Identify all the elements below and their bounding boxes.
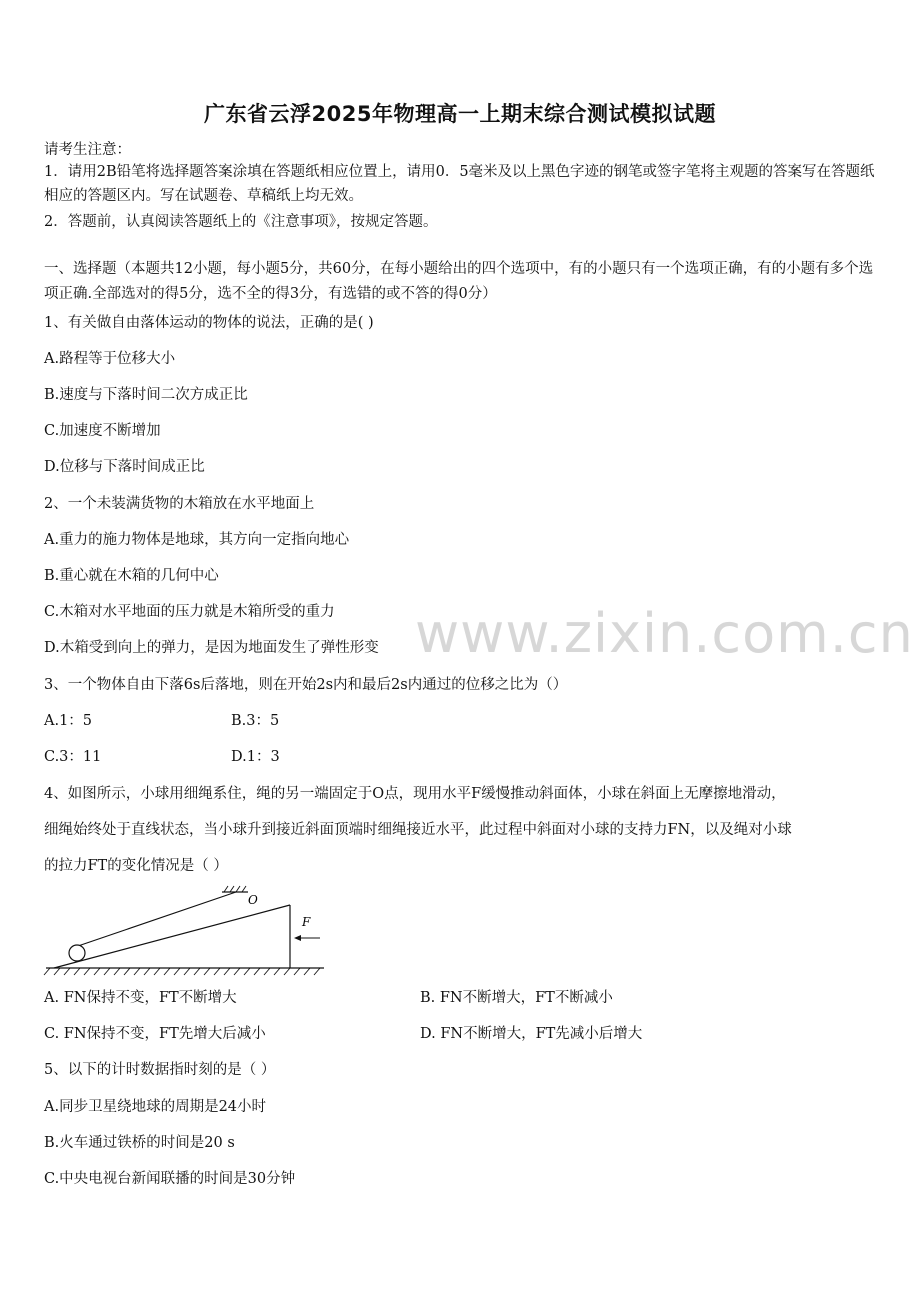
- notice-item-2: 2．答题前，认真阅读答题纸上的《注意事项》，按规定答题。: [44, 214, 438, 230]
- q5-option-c: C.中央电视台新闻联播的时间是30分钟: [44, 1171, 296, 1187]
- q2-option-b: B.重心就在木箱的几何中心: [44, 568, 219, 584]
- q1-option-c: C.加速度不断增加: [44, 423, 161, 439]
- q5-stem: 5、以下的计时数据指时刻的是（ ）: [44, 1062, 276, 1078]
- q4-figure: [40, 880, 330, 980]
- watermark: www.zixin.com.cn: [415, 602, 914, 665]
- section-heading: 一、选择题（本题共12小题，每小题5分，共60分，在每小题给出的四个选项中，有的小题只有一个选项正确，有的小题有多个选项正确.全部选对的得5分，选不全的得3分，有选错的或不答的得0分）: [44, 261, 874, 302]
- q3-option-b: B.3：5: [231, 713, 280, 729]
- q3-option-d: D.1：3: [231, 749, 280, 765]
- q4-option-a: A. FN保持不变，FT不断增大: [44, 990, 237, 1006]
- figure-label-o: O: [248, 893, 258, 907]
- q4-stem-line-2: 细绳始终处于直线状态，当小球升到接近斜面顶端时细绳接近水平，此过程中斜面对小球的支持力FN，以及绳对小球: [44, 822, 792, 838]
- q1-option-a: A.路程等于位移大小: [44, 351, 176, 367]
- q2-option-d: D.木箱受到向上的弹力，是因为地面发生了弹性形变: [44, 640, 379, 656]
- q4-stem-line-1: 4、如图所示，小球用细绳系住，绳的另一端固定于O点，现用水平F缓慢推动斜面体，小球在斜面上无摩擦地滑动，: [44, 786, 786, 802]
- q4-stem-line-3: 的拉力FT的变化情况是（ ）: [44, 858, 228, 874]
- q4-option-d: D. FN不断增大，FT先减小后增大: [420, 1026, 643, 1042]
- q2-stem: 2、一个未装满货物的木箱放在水平地面上: [44, 496, 315, 512]
- page-title: 广东省云浮2025年物理高一上期末综合测试模拟试题: [204, 102, 716, 126]
- q2-option-a: A.重力的施力物体是地球，其方向一定指向地心: [44, 532, 350, 548]
- q4-option-c: C. FN保持不变，FT先增大后减小: [44, 1026, 266, 1042]
- q3-stem: 3、一个物体自由下落6s后落地，则在开始2s内和最后2s内通过的位移之比为（）: [44, 677, 568, 693]
- q4-option-b: B. FN不断增大，FT不断减小: [420, 990, 613, 1006]
- q1-option-b: B.速度与下落时间二次方成正比: [44, 387, 248, 403]
- q5-option-b: B.火车通过铁桥的时间是20 s: [44, 1135, 235, 1151]
- figure-label-f: F: [302, 915, 311, 929]
- q5-option-a: A.同步卫星绕地球的周期是24小时: [44, 1099, 267, 1115]
- q3-option-a: A.1：5: [44, 713, 93, 729]
- q1-option-d: D.位移与下落时间成正比: [44, 459, 205, 475]
- notice-item-1: 1．请用2B铅笔将选择题答案涂填在答题纸相应位置上，请用0．5毫米及以上黑色字迹的钢笔或签字笔将主观题的答案写在答题纸相应的答题区内。写在试题卷、草稿纸上均无效。: [44, 164, 875, 204]
- notice-heading: 请考生注意：: [44, 142, 131, 158]
- q2-option-c: C.木箱对水平地面的压力就是木箱所受的重力: [44, 604, 335, 620]
- q1-stem: 1、有关做自由落体运动的物体的说法，正确的是( ): [44, 315, 374, 331]
- q3-option-c: C.3：11: [44, 749, 102, 765]
